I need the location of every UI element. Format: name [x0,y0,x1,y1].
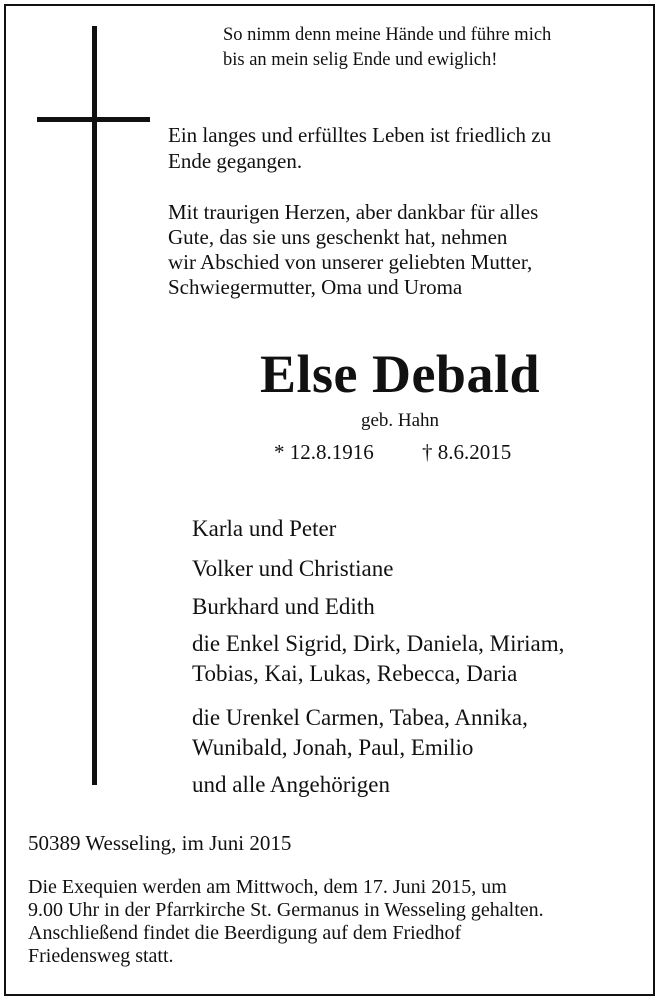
death-date: † 8.6.2015 [422,440,512,464]
mourner-entry [192,770,390,800]
cross-horizontal-bar [37,117,150,122]
mourner-line: Karla und Peter [192,516,337,541]
cross-vertical-bar [92,26,97,785]
mourner-entry [192,554,393,584]
grandchildren-entry [192,629,564,689]
farewell-line: Gute, das sie uns geschenkt hat, nehmen [168,225,508,249]
farewell-line: wir Abschied von unserer geliebten Mutter, [168,250,533,274]
mourner-line: Burkhard und Edith [192,594,375,619]
maiden-name: geb. Hahn [360,410,440,431]
mourner-entry [192,514,336,544]
mourner-line: die Enkel Sigrid, Dirk, Daniela, Miriam, [192,631,565,656]
funeral-notice [28,876,544,968]
mourner-line: Tobias, Kai, Lukas, Rebecca, Daria [192,661,518,686]
deceased-name: Else Debald [259,344,541,404]
intro-text [168,122,551,174]
intro-line: Ein langes und erfülltes Leben ist friedlich zu [168,123,552,147]
mourner-line: Wunibald, Jonah, Paul, Emilio [192,735,474,760]
place-date: 50389 Wesseling, im Juni 2015 [28,831,292,855]
bible-verse [223,23,551,73]
birth-date: * 12.8.1916 [274,440,374,464]
verse-line: So nimm denn meine Hände und führe mich [223,25,552,45]
mourner-line: Volker und Christiane [192,556,394,581]
farewell-line: Mit traurigen Herzen, aber dankbar für alles [168,200,539,224]
notice-line: Friedensweg statt. [28,945,174,967]
verse-line: bis an mein selig Ende und ewiglich! [223,50,498,70]
notice-line: Anschließend findet die Beerdigung auf dem Friedhof [28,922,462,944]
notice-line: Die Exequien werden am Mittwoch, dem 17. Juni 2015, um [28,876,507,898]
farewell-text [168,200,538,300]
intro-line: Ende gegangen. [168,149,303,173]
mourner-line: und alle Angehörigen [192,772,391,797]
farewell-line: Schwiegermutter, Oma und Uroma [168,275,463,299]
notice-line: 9.00 Uhr in der Pfarrkirche St. Germanus in Wesseling gehalten. [28,899,544,921]
mourner-line: die Urenkel Carmen, Tabea, Annika, [192,705,528,730]
mourner-entry [192,592,375,622]
great-grandchildren-entry [192,703,528,763]
